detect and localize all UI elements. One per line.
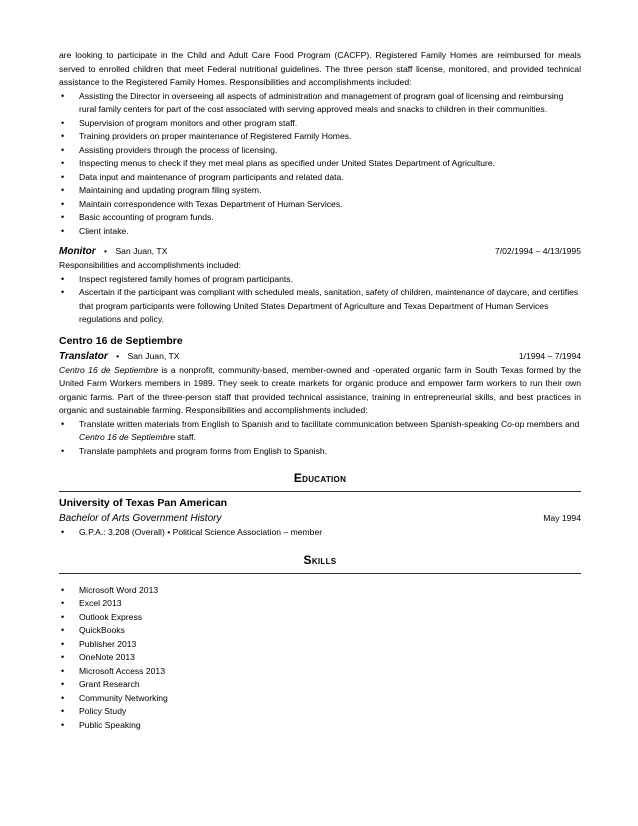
list-item: • Publisher 2013 [59, 638, 581, 652]
education-heading: Education [293, 471, 347, 485]
list-item: • Inspect registered family homes of program participants. [59, 273, 581, 287]
list-item: • Ascertain if the participant was compliant with scheduled meals, sanitation, safety of children, maintenance of daycare, and certifies that program participants were following United States Department of Agriculture and Texas Department of Human Services regulations and policy. [59, 286, 581, 327]
monitor-location: San Juan, TX [115, 246, 168, 256]
list-item: • Translate written materials from English to Spanish and to facilitate communication between Spanish-speaking Co-op members and Centro 16 de Septiembre staff. [59, 418, 581, 445]
list-item: • Policy Study [59, 705, 581, 719]
list-item: • Community Networking [59, 692, 581, 706]
translator-dates: 1/1994 – 7/1994 [518, 350, 581, 361]
education-school: University of Texas Pan American [59, 497, 228, 509]
centro-paragraph [59, 364, 581, 418]
education-degree: Bachelor of Arts Government History [59, 513, 222, 524]
monitor-dates: 7/02/1994 – 4/13/1995 [494, 246, 581, 256]
list-item: • Assisting the Director in overseeing all aspects of administration and management of program goal of licensing and reimbursing rural family centers for part of the cost associated with serving approved meals and snacks to children in their communities. [59, 90, 581, 117]
education-date: May 1994 [543, 513, 581, 523]
list-item: • Microsoft Access 2013 [59, 665, 581, 679]
translator-location: San Juan, TX [127, 350, 180, 361]
list-item: • Maintain correspondence with Texas Department of Human Services. [59, 198, 581, 212]
list-item: • Client intake. [59, 225, 581, 239]
divider [59, 491, 581, 492]
monitor-bullets [59, 273, 581, 327]
centro-org: Centro 16 de Septiembre [59, 334, 183, 347]
list-item: • Public Speaking [59, 719, 581, 733]
divider [59, 573, 581, 574]
monitor-intro: Responsibilities and accomplishments included: [59, 260, 241, 270]
skills-heading: Skills [303, 552, 337, 567]
list-item: • G.P.A.: 3.208 (Overall) • Political Science Association – member [59, 526, 581, 540]
list-item: • Inspecting menus to check if they met meal plans as specified under United States Department of Agriculture. [59, 157, 581, 171]
separator: • [104, 246, 108, 256]
list-item: • QuickBooks [59, 624, 581, 638]
skills-list [59, 584, 581, 733]
translator-title: Translator [59, 350, 108, 362]
list-item: • Supervision of program monitors and other program staff. [59, 117, 581, 131]
list-item: • Excel 2013 [59, 597, 581, 611]
list-item: • Translate pamphlets and program forms from English to Spanish. [59, 445, 581, 459]
education-bullets [59, 526, 581, 540]
list-item: • Maintaining and updating program filing system. [59, 184, 581, 198]
centro-description: is a nonprofit, community-based, member-owned and -operated organic farm in South Texas formed by the United Farm Workers members in 1989. They seek to create markets for organic produce and empower farm workers to run their own organic farms. Part of the three-person staff that provided technical assistance, training in entrepreneurial skills, and best practices in organic and sustainable farming. Responsibilities and accomplishments included: [59, 364, 581, 415]
list-item: • Data input and maintenance of program participants and related data. [59, 171, 581, 185]
monitor-job-line [59, 244, 581, 259]
education-degree-line [59, 511, 581, 526]
list-item: • OneNote 2013 [59, 651, 581, 665]
intro-paragraph: are looking to participate in the Child and Adult Care Food Program (CACFP). Registered Family Homes are reimbursed for meals served to enrolled children that meet Federal nutritional guidelines. The three person staff license, monitored, and provided technical assistance to the Registered Family Homes. Responsibilities and accomplishments included: [59, 50, 581, 87]
resume-page [59, 49, 581, 732]
list-item: • Basic accounting of program funds. [59, 211, 581, 225]
list-item: • Training providers on proper maintenance of Registered Family Homes. [59, 130, 581, 144]
list-item: • Outlook Express [59, 611, 581, 625]
centro-org-italic: Centro 16 de Septiembre [59, 364, 158, 375]
list-item: • Assisting providers through the process of licensing. [59, 144, 581, 158]
centro-bullets [59, 418, 581, 459]
translator-job-line [59, 349, 581, 364]
intro-bullets [59, 90, 581, 239]
list-item: • Grant Research [59, 678, 581, 692]
monitor-title: Monitor [59, 246, 96, 257]
list-item: • Microsoft Word 2013 [59, 584, 581, 598]
separator: • [116, 350, 120, 361]
